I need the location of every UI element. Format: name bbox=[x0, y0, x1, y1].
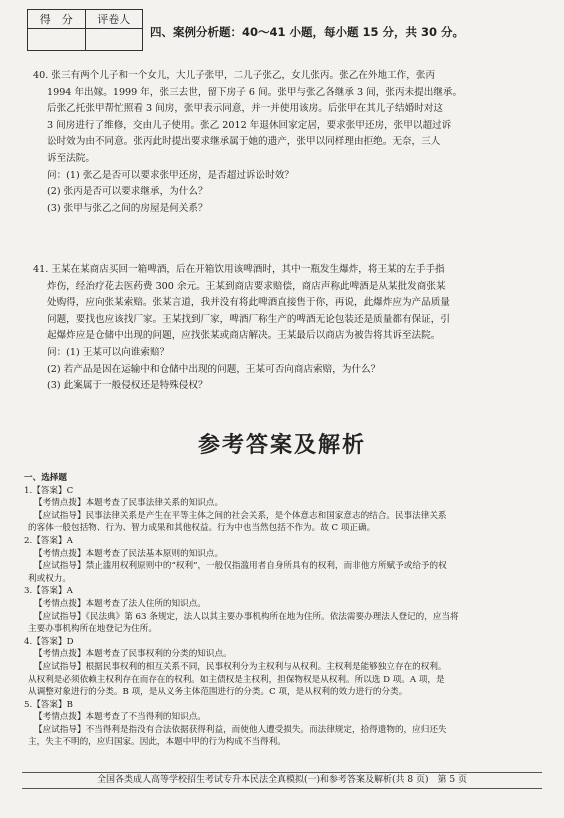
answer-guide: 利或权力。 bbox=[28, 573, 71, 584]
answer-key: 1.【答案】C bbox=[24, 485, 74, 496]
answer-key: 2.【答案】A bbox=[24, 535, 73, 546]
score-table bbox=[27, 9, 143, 51]
q41-line: 问题，要找也应该找厂家。王某找到厂家，啤酒厂称生产的啤酒无论包装还是质量都有保证，引 bbox=[47, 313, 450, 325]
answer-guide: 从权利是必须依赖主权利存在而存在的权利。如主债权是主权利，担保物权是从权利。所以选 D 项。A 项，是 bbox=[28, 674, 445, 685]
q40-line: 1994 年出嫁。1999 年，张三去世，留下房子 6 间。张甲与张乙各继承 3 间，张丙未提出继承。 bbox=[47, 86, 463, 98]
answer-points: 【考情点拨】本题考查了民事权利的分类的知识点。 bbox=[34, 649, 232, 660]
score-cell bbox=[28, 29, 86, 51]
answer-points: 【考情点拨】本题考查了法人住所的知识点。 bbox=[34, 598, 206, 609]
q40-line: 后张乙托张甲帮忙照看 3 间房，张甲表示同意，并一并使用该房。后张甲在其儿子结婚时对这 bbox=[47, 103, 443, 115]
answer-guide: 【应试指导】根据民事权利的相互关系不同，民事权利分为主权利与从权利。主权利是能够独立存在的权利。 bbox=[34, 661, 447, 672]
answer-guide: 主要办事机构所在地登记为住所。 bbox=[28, 624, 157, 635]
answer-key: 4.【答案】D bbox=[24, 636, 74, 647]
q40-question: (2) 张丙是否可以要求继承，为什么？ bbox=[47, 186, 208, 198]
q41-line: 起爆炸应是仓储中出现的问题，应找张某或商店解决。王某最后以商店为被告将其诉至法院。 bbox=[47, 330, 441, 342]
answer-guide: 主，失主不明的，应归国家。因此，本题中甲的行为构成不当得利。 bbox=[28, 737, 286, 748]
score-label: 得 分 bbox=[28, 10, 86, 29]
answer-key: 5.【答案】B bbox=[24, 699, 73, 710]
grader-label: 评卷人 bbox=[85, 10, 143, 29]
q41-question: (3) 此案属于一般侵权还是特殊侵权？ bbox=[47, 380, 208, 392]
q41-line: 41. 王某在某商店买回一箱啤酒，后在开箱饮用该啤酒时，其中一瓶发生爆炸，将王某的左手手指 bbox=[33, 264, 445, 275]
answer-points: 【考情点拨】本题考查了民事法律关系的知识点。 bbox=[34, 498, 224, 509]
answer-guide: 【应试指导】不当得利是指没有合法依据获得利益，而使他人遭受损失。而法律规定，拾得遗物的，应归还失 bbox=[34, 724, 447, 735]
q40-question: (3) 张甲与张乙之间的房屋是何关系？ bbox=[47, 202, 208, 214]
page-footer: 全国各类成人高等学校招生考试专升本民法全真模拟(一)和参考答案及解析(共 8 页) 第 5 页 bbox=[22, 772, 542, 789]
answer-points: 【考情点拨】本题考查了民法基本原则的知识点。 bbox=[34, 548, 224, 559]
answer-points: 【考情点拨】本题考查了不当得利的知识点。 bbox=[34, 712, 206, 723]
q40-line: 讼时效为由不同意。张丙此时提出要求继承属于她的遗产，张甲以同样理由拒绝。无奈，三人 bbox=[47, 136, 441, 148]
q41-question: 问：(1) 王某可以向谁索赔？ bbox=[47, 346, 170, 358]
section-title: 四、案例分析题：40～41 小题，每小题 15 分，共 30 分。 bbox=[150, 25, 465, 39]
q40-line: 3 间房进行了维修，交由儿子使用。张乙 2012 年退休回家定居，要求张甲还房，张甲以超过诉 bbox=[47, 119, 452, 131]
answer-title: 参考答案及解析 bbox=[197, 433, 366, 458]
answer-guide: 【应试指导】民事法律关系是产生在平等主体之间的社会关系，是个体意志和国家意志的结合。民事法律关系 bbox=[34, 510, 447, 521]
q40-line: 诉至法院。 bbox=[47, 152, 95, 164]
q40-question: 问：(1) 张乙是否可以要求张甲还房，是否超过诉讼时效？ bbox=[47, 169, 294, 181]
q40-line: 40. 张三有两个儿子和一个女儿，大儿子张甲，二儿子张乙，女儿张丙。张乙在外地工作，张丙 bbox=[33, 70, 436, 81]
q41-line: 处购得，应向张某索赔。张某言道，我并没有将此啤酒直接售于你，再说，此爆炸应为产品质量 bbox=[47, 297, 450, 309]
answer-list bbox=[24, 472, 542, 749]
q41-question: (2) 若产品是因在运输中和仓储中出现的问题，王某可否向商店索赔，为什么？ bbox=[47, 363, 381, 375]
answer-guide: 【应试指导】《民法典》第 63 条规定，法人以其主要办事机构所在地为住所。依法需要办理法人登记的，应当将 bbox=[34, 611, 459, 622]
answer-key: 3.【答案】A bbox=[24, 586, 73, 597]
q41-line: 炸伤，经治疗花去医药费 300 余元。王某到商店要求赔偿，商店声称此啤酒是从某批发商张某 bbox=[47, 280, 446, 292]
answer-guide: 的客体一般包括物、行为、智力成果和其他权益。行为中也当然包括不作为。故 C 项正确。 bbox=[28, 523, 376, 534]
answer-section-title: 一、选择题 bbox=[24, 473, 67, 483]
grader-cell bbox=[85, 29, 143, 51]
question-40 bbox=[33, 68, 540, 217]
answer-guide: 【应试指导】禁止滥用权利原则中的“权利”，一般仅指滥用者自身所具有的权利，而非他方所赋予或给予的权 bbox=[34, 561, 447, 572]
question-41 bbox=[33, 262, 540, 395]
answer-guide: 从调整对象进行的分类。B 项，是从义务主体范围进行的分类。C 项，是从权利的效力进行的分类。 bbox=[28, 687, 408, 698]
